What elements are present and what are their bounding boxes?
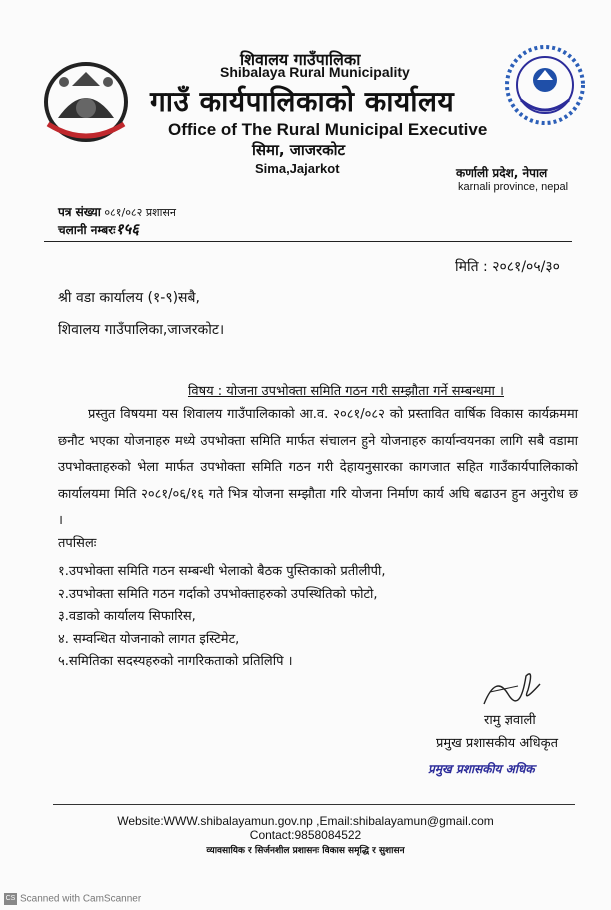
scanner-watermark <box>4 893 141 905</box>
list-item: २.उपभोक्ता समिति गठन गर्दाको उपभोक्ताहरुको उपस्थितिको फोटो, <box>58 586 378 602</box>
list-item: ३.वडाको कार्यालय सिफारिस, <box>58 609 196 624</box>
office-name-en: Office of The Rural Municipal Executive <box>168 120 488 139</box>
patra-sankhya <box>58 203 176 220</box>
tapsil-heading: तपसिलः <box>58 536 97 551</box>
camscanner-icon: CS <box>4 893 17 905</box>
body-paragraph: प्रस्तुत विषयमा यस शिवालय गाउँपालिकाको आ.व. २०८१/०८२ को प्रस्तावित वार्षिक विकास कार्यक्रममा छनौट भएका योजनाहरु मध्ये उपभोक्ता समिति मार्फत संचालन हुने योजनाहरु कार्यान्वयनका लागि सबै वडामा उपभोक्ताहरुको भेला मार्फत उपभोक्ता समिति गठन गरी देहायनुसारका कागजात सहित गाउँकार्यपालिकाको कार्यालयमा मिति २०८१/०६/१६ गते भित्र योजना सम्झौता गरि योजना निर्माण कार्य अघि बढाउन हुन अनुरोध छ । <box>58 407 578 528</box>
address-np: सिमा, जाजरकोट <box>252 141 346 159</box>
letter-date: मिति : २०८१/०५/३० <box>455 259 560 275</box>
subject-line: विषय : योजना उपभोक्ता समिति गठन गरी सम्झौता गर्ने सम्बन्धमा । <box>188 384 504 399</box>
municipality-seal-logo <box>503 40 587 130</box>
chalani-number <box>58 219 139 239</box>
address-en: Sima,Jajarkot <box>255 161 340 176</box>
scanner-text: Scanned with CamScanner <box>20 893 142 905</box>
recipient-line-2: शिवालय गाउँपालिका,जाजरकोट। <box>58 322 225 338</box>
recipient-line-1: श्री वडा कार्यालय (१-९)सबै, <box>58 290 200 306</box>
signatory-name: रामु ज्ञवाली <box>484 713 536 728</box>
list-item: ५.समितिका सदस्यहरुको नागरिकताको प्रतिलिपि । <box>58 654 293 669</box>
designation-stamp: प्रमुख प्रशासकीय अधिक <box>428 762 535 776</box>
patra-label: पत्र संख्या <box>58 205 101 219</box>
footer-web-email: Website:WWW.shibalayamun.gov.np ,Email:shibalayamun@gmail.com <box>117 814 494 828</box>
chalani-value: १५६ <box>115 220 139 238</box>
municipality-name-en: Shibalaya Rural Municipality <box>220 64 410 80</box>
list-item: ४. सम्वन्धित योजनाको लागत इस्टिमेट, <box>58 631 240 647</box>
document-list <box>58 561 386 674</box>
chalani-label: चलानी नम्बरः <box>58 223 116 237</box>
province-en: karnali province, nepal <box>458 181 569 193</box>
handwritten-signature <box>478 664 548 710</box>
signatory-title: प्रमुख प्रशासकीय अधिकृत <box>436 736 559 751</box>
footer-contact: Contact:9858084522 <box>249 828 362 842</box>
patra-value: ०८१/०८२ प्रशासन <box>104 206 176 219</box>
province-np: कर्णाली प्रदेश, नेपाल <box>456 166 548 180</box>
list-item: १.उपभोक्ता समिति गठन सम्बन्धी भेलाको बैठक पुस्तिकाको प्रतीलीपी, <box>58 564 386 579</box>
office-name-np: गाउँ कार्यपालिकाको कार्यालय <box>150 85 455 118</box>
nepal-emblem-logo <box>42 58 130 144</box>
footer-motto: व्यावसायिक र सिर्जनशील प्रशासनः विकास समृद्धि र सुशासन <box>206 846 405 856</box>
municipality-name-np: शिवालय गाउँपालिका <box>240 50 361 69</box>
footer-divider <box>53 804 575 805</box>
header-divider <box>44 241 572 242</box>
